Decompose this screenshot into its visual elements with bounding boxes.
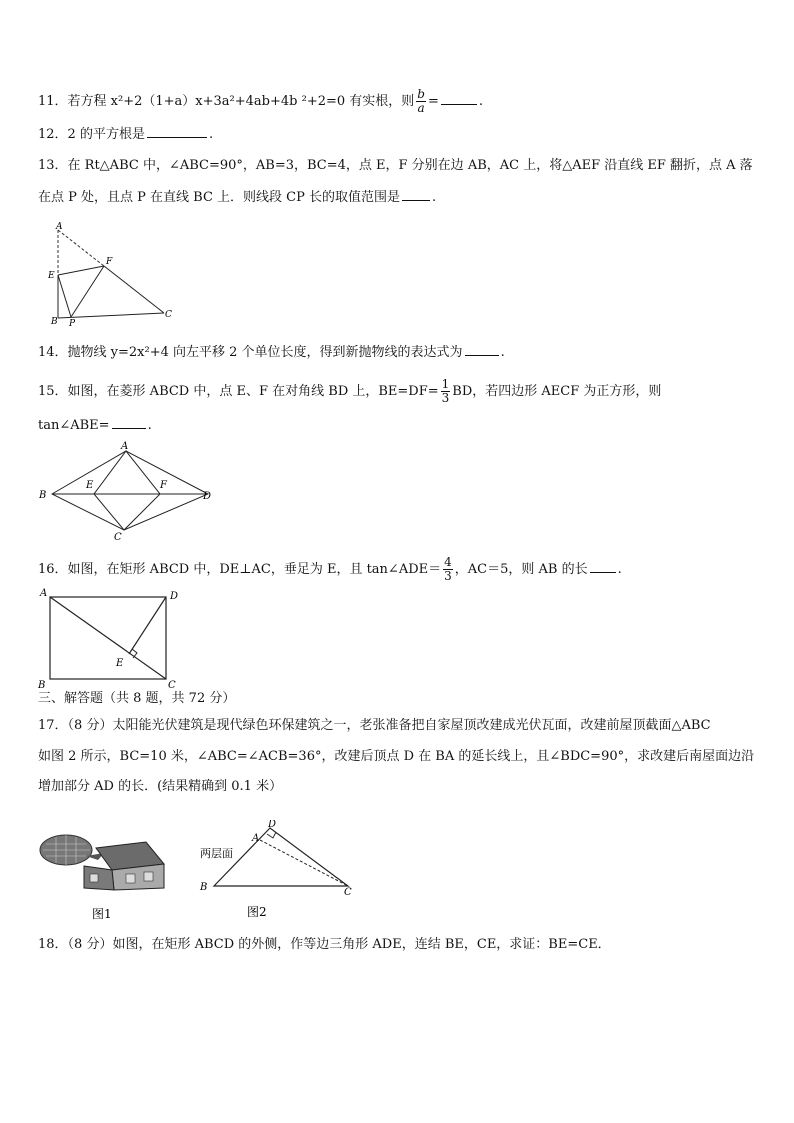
- q13-figure: [44, 220, 184, 330]
- q15-label-f: F: [160, 480, 167, 491]
- question-15-line2: tan∠ABE= .: [38, 418, 152, 433]
- q14-answer-blank[interactable]: [465, 343, 499, 356]
- question-14: 14．抛物线 y=2x²+4 向左平移 2 个单位长度，得到新抛物线的表达式为 .: [38, 345, 505, 360]
- q15-answer-blank[interactable]: [112, 416, 146, 429]
- q17-fig2-caption: 图2: [247, 905, 267, 919]
- question-15-line1: 15．如图，在菱形 ABCD 中，点 E、F 在对角线 BD 上，BE=DF= $\frac{1}{3}$ BD，若四边形 AECF 为正方形，则: [38, 377, 662, 405]
- q13-label-c: C: [165, 310, 172, 320]
- q11-answer-blank[interactable]: [441, 92, 477, 105]
- q15-label-c: C: [114, 532, 122, 542]
- q13-label-p: P: [69, 319, 76, 329]
- q17-fig2-label-c: C: [344, 887, 352, 898]
- q11-text: 11．若方程 x²+2（1+a）x+3a²+4ab+4b ²+2=0 有实根，则: [38, 94, 415, 109]
- q15-fraction: $\frac{1}{3}$: [441, 377, 450, 405]
- q16-label-e: E: [116, 658, 124, 669]
- question-17-line3: 增加部分 AD 的长．(结果精确到 0.1 米）: [38, 779, 283, 794]
- question-13-line1: 13．在 Rt△ABC 中，∠ABC=90°，AB=3，BC=4，点 E，F 分别在边 AB，AC 上，将△AEF 沿直线 EF 翻折，点 A 落: [38, 158, 753, 173]
- q16-fraction: $\frac{4}{3}$: [444, 555, 452, 583]
- q11-fraction: $\frac{b}{a}$: [417, 87, 425, 115]
- q17-fig1-caption: 图1: [92, 907, 112, 921]
- q13-answer-blank[interactable]: [402, 188, 430, 201]
- q15-figure: [36, 438, 220, 542]
- q17-figure-1: [38, 826, 168, 926]
- q16-figure: [36, 584, 186, 690]
- question-11: 11．若方程 x²+2（1+a）x+3a²+4ab+4b ²+2=0 有实根，则 $\frac{b}{a}$ = .: [38, 87, 484, 115]
- q17-fig2-label-a: A: [252, 833, 260, 844]
- q13-label-b: B: [51, 317, 58, 327]
- question-16: 16．如图，在矩形 ABCD 中，DE⊥AC，垂足为 E，且 tan∠ADE＝ $\frac{4}{3}$ ，AC＝5，则 AB 的长 .: [38, 555, 622, 583]
- q12-answer-blank[interactable]: [147, 125, 207, 138]
- q17-fig2-label-b: B: [200, 882, 208, 893]
- q16-label-c: C: [168, 680, 176, 690]
- question-17-line2: 如图 2 所示，BC=10 米，∠ABC=∠ACB=36°，改建后顶点 D 在 BA 的延长线上，且∠BDC=90°，求改建后南屋面边沿: [38, 749, 755, 764]
- q16-label-d: D: [170, 591, 179, 602]
- q15-label-b: B: [39, 490, 47, 501]
- question-13-line2: 在点 P 处，且点 P 在直线 BC 上．则线段 CP 长的取值范围是 .: [38, 190, 437, 205]
- q17-fig2-roof-label: 两层面: [200, 847, 233, 860]
- q13-label-e: E: [48, 271, 55, 281]
- q17-figure-2: [194, 820, 364, 926]
- question-17-line1: 17．（8 分）太阳能光伏建筑是现代绿色环保建筑之一，老张准备把自家屋顶改建成光伏瓦面，改建前屋顶截面△ABC: [38, 718, 711, 733]
- q15-label-e: E: [86, 480, 94, 491]
- question-12: 12．2 的平方根是 .: [38, 127, 214, 142]
- question-18: 18．（8 分）如图，在矩形 ABCD 的外侧，作等边三角形 ADE，连结 BE，CE，求证：BE=CE．: [38, 937, 611, 952]
- q16-label-a: A: [40, 588, 48, 599]
- q13-label-a: A: [56, 222, 63, 232]
- q14-text: 14．抛物线 y=2x²+4 向左平移 2 个单位长度，得到新抛物线的表达式为: [38, 345, 463, 360]
- q15-label-a: A: [121, 441, 129, 452]
- q17-fig2-label-d: D: [268, 820, 277, 830]
- q13-label-f: F: [106, 257, 113, 267]
- q12-text: 12．2 的平方根是: [38, 127, 145, 142]
- q16-answer-blank[interactable]: [590, 560, 616, 573]
- q16-label-b: B: [38, 680, 46, 690]
- q15-label-d: D: [203, 491, 212, 502]
- section-3-title: 三、解答题（共 8 题，共 72 分）: [38, 691, 236, 706]
